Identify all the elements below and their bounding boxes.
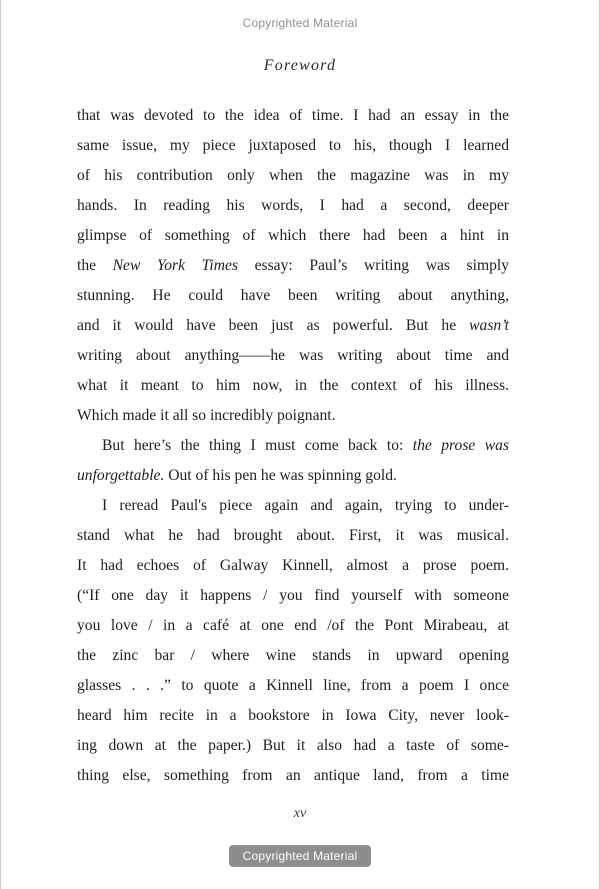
text-segment: that was devoted to the idea of time. I had an essay in the bbox=[77, 107, 509, 124]
body-text bbox=[77, 101, 509, 791]
text-segment: stunning. He could have been writing about anything, bbox=[77, 287, 509, 304]
text-segment: essay: Paul’s writing was simply bbox=[238, 257, 509, 274]
text-segment: what it meant to him now, in the context of his illness. bbox=[77, 377, 509, 394]
text-segment: same issue, my piece juxtaposed to his, though I learned bbox=[77, 137, 509, 154]
text-segment: ing down at the paper.) But it also had a taste of some- bbox=[77, 737, 509, 754]
text-line bbox=[77, 221, 509, 251]
foreword-heading: Foreword bbox=[263, 57, 337, 74]
text-line bbox=[77, 191, 509, 221]
text-line bbox=[77, 131, 509, 161]
text-segment: It had echoes of Galway Kinnell, almost a prose poem. bbox=[77, 557, 509, 574]
text-segment: of his contribution only when the magazine was in my bbox=[77, 167, 509, 184]
text-segment: (“If one day it happens / you find yourself with someone bbox=[77, 587, 509, 604]
text-line bbox=[77, 251, 509, 281]
text-line bbox=[77, 701, 509, 731]
text-segment: you love / in a café at one end /of the Pont Mirabeau, at bbox=[77, 617, 509, 634]
text-line bbox=[77, 551, 509, 581]
text-segment: heard him recite in a bookstore in Iowa City, never look- bbox=[77, 707, 509, 724]
text-segment: hands. In reading his words, I had a second, deeper bbox=[77, 197, 509, 214]
text-line bbox=[77, 761, 509, 791]
text-segment: and it would have been just as powerful. But he bbox=[77, 317, 470, 334]
text-segment: stand what he had brought about. First, it was musical. bbox=[77, 527, 509, 544]
text-line bbox=[77, 581, 509, 611]
text-segment: writing about anything——he was writing about time and bbox=[77, 347, 509, 364]
text-line bbox=[77, 461, 509, 491]
paragraph bbox=[77, 101, 509, 431]
copyright-notice-top: Copyrighted Material bbox=[242, 16, 358, 30]
text-line bbox=[77, 671, 509, 701]
text-line bbox=[77, 401, 509, 431]
italic-text: unforgettable. bbox=[77, 467, 165, 484]
text-segment: the bbox=[77, 257, 113, 274]
italic-text: wasn’t bbox=[469, 317, 509, 334]
copyright-notice-bottom-wrap bbox=[1, 845, 599, 867]
text-segment: But here’s the thing I must come back to: bbox=[102, 437, 413, 454]
text-segment: I reread Paul's piece again and again, trying to under- bbox=[102, 497, 509, 514]
text-line bbox=[77, 101, 509, 131]
text-line bbox=[77, 311, 509, 341]
italic-text: New York Times bbox=[112, 257, 239, 274]
text-line bbox=[77, 341, 509, 371]
text-line bbox=[77, 731, 509, 761]
text-segment: thing else, something from an antique land, from a time bbox=[77, 767, 509, 784]
text-line bbox=[77, 161, 509, 191]
text-line bbox=[77, 431, 509, 461]
text-segment: glimpse of something of which there had been a hint in bbox=[77, 227, 509, 244]
text-line bbox=[77, 281, 509, 311]
italic-text: the prose was bbox=[412, 437, 509, 454]
text-segment: glasses . . .” to quote a Kinnell line, from a poem I once bbox=[77, 677, 509, 694]
text-segment: Out of his pen he was spinning gold. bbox=[164, 467, 397, 484]
text-line bbox=[77, 491, 509, 521]
text-line bbox=[77, 371, 509, 401]
text-line bbox=[77, 641, 509, 671]
text-segment: the zinc bar / where wine stands in upward opening bbox=[77, 647, 509, 664]
text-segment: Which made it all so incredibly poignant. bbox=[77, 407, 336, 424]
text-line bbox=[77, 521, 509, 551]
paragraph bbox=[77, 491, 509, 791]
page-number: xv bbox=[293, 806, 307, 821]
copyright-notice-bottom: Copyrighted Material bbox=[229, 845, 372, 867]
paragraph bbox=[77, 431, 509, 491]
text-line bbox=[77, 611, 509, 641]
